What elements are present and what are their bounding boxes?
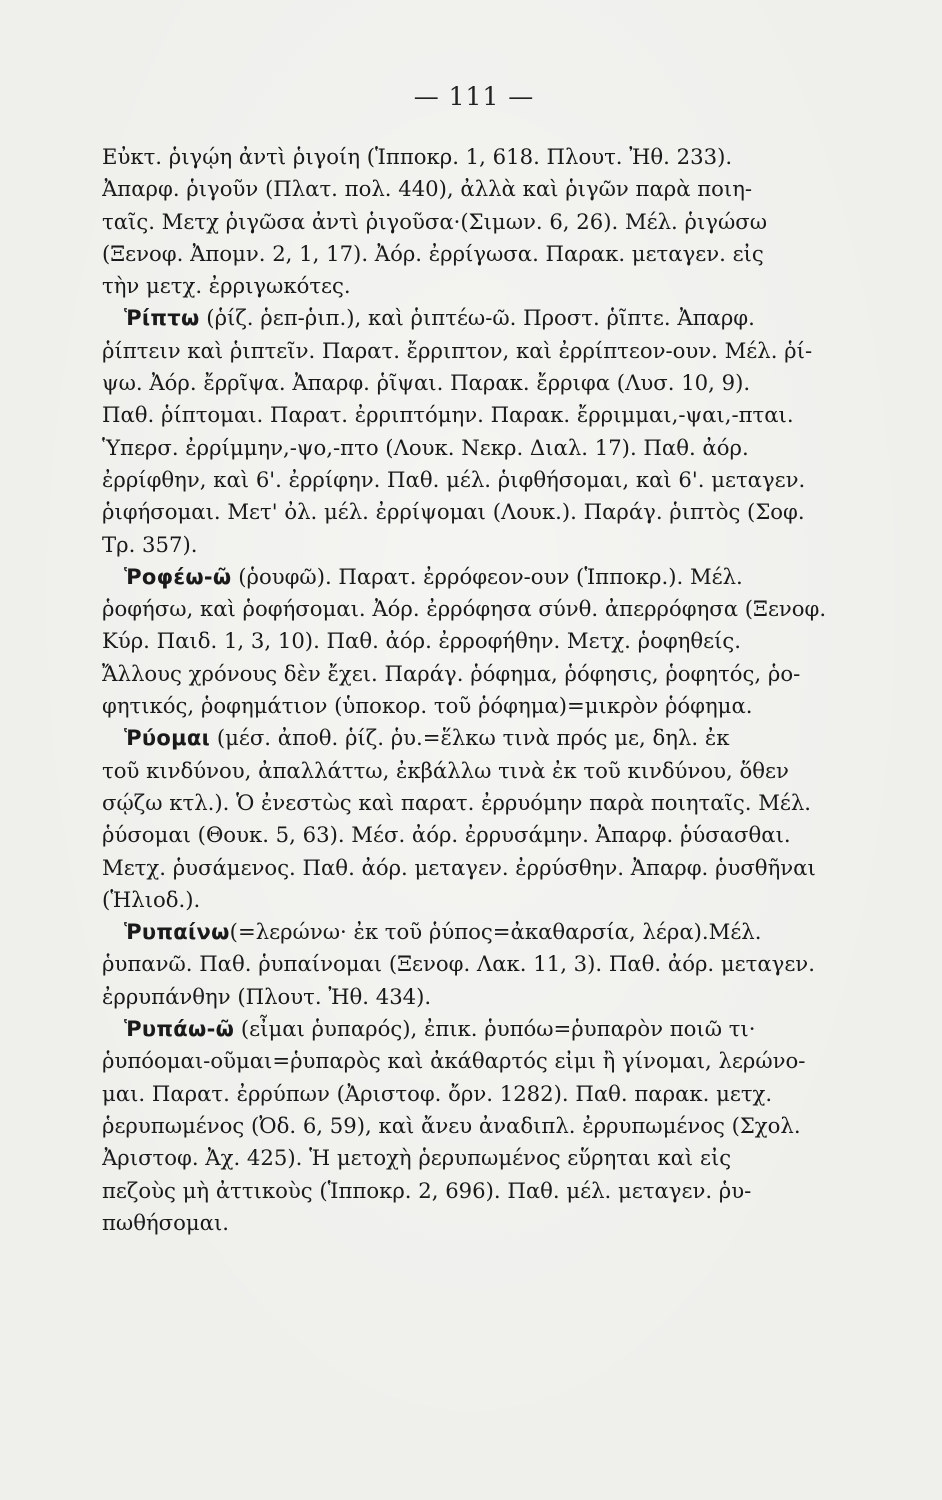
- text-line: ῥιφήσομαι. Μετ' ὀλ. μέλ. ἐρρίψομαι (Λουκ.). Παράγ. ῥιπτὸς (Σοφ.: [102, 499, 805, 525]
- text-line: πωθήσομαι.: [102, 1209, 229, 1235]
- text-line: (Ξενοφ. Ἀπομν. 2, 1, 17). Ἀόρ. ἐρρίγωσα. Παρακ. μεταγεν. εἰς: [102, 240, 764, 266]
- text-line: σῴζω κτλ.). Ὁ ἐνεστὼς καὶ παρατ. ἐρρυόμην παρὰ ποιηταῖς. Μέλ.: [102, 789, 812, 815]
- entry-ripto: [102, 302, 846, 560]
- text-line: Ἀριστοφ. Ἀχ. 425). Ἡ μετοχὴ ῥερυπωμένος εὕρηται καὶ εἰς: [102, 1145, 732, 1171]
- text-line: φητικός, ῥοφημάτιον (ὑποκορ. τοῦ ῥόφημα)=μικρὸν ῥόφημα.: [102, 693, 753, 719]
- text-line: Ἀπαρφ. ῥιγοῦν (Πλατ. πολ. 440), ἀλλὰ καὶ ῥιγῶν παρὰ ποιη-: [102, 176, 753, 202]
- text-line: (εἶμαι ῥυπαρός), ἐπικ. ῥυπόω=ῥυπαρὸν ποιῶ τι·: [234, 1016, 756, 1042]
- text-line: (ῥίζ. ῥεπ-ῥιπ.), καὶ ῥιπτέω-ῶ. Προστ. ῥῖπτε. Ἀπαρφ.: [199, 305, 755, 331]
- text-line: ῥυπανῶ. Παθ. ῥυπαίνομαι (Ξενοφ. Λακ. 11, 3). Παθ. ἀόρ. μεταγεν.: [102, 951, 815, 977]
- headword: Ῥυπάω-ῶ: [124, 1017, 235, 1042]
- headword: Ῥυπαίνω: [124, 920, 230, 945]
- text-line: ῥυπόομαι-οῦμαι=ῥυπαρὸς καὶ ἀκάθαρτός εἰμι ἢ γίνομαι, λερώνο-: [102, 1048, 806, 1074]
- headword: Ῥίπτω: [124, 306, 200, 331]
- text-line: ἐρρίφθην, καὶ 6'. ἐρρίφην. Παθ. μέλ. ῥιφθήσομαι, καὶ 6'. μεταγεν.: [102, 466, 806, 492]
- text-line: ῥοφήσω, καὶ ῥοφήσομαι. Ἀόρ. ἐρρόφησα σύνθ. ἀπερρόφησα (Ξενοφ.: [102, 596, 827, 622]
- text-line: ῥύσομαι (Θουκ. 5, 63). Μέσ. ἀόρ. ἐρρυσάμην. Ἀπαρφ. ῥύσασθαι.: [102, 822, 791, 848]
- dictionary-text: [102, 141, 846, 1239]
- entry-first-line: [102, 561, 846, 593]
- text-line: (=λερώνω· ἐκ τοῦ ῥύπος=ἀκαθαρσία, λέρα).Μέλ.: [229, 919, 762, 945]
- text-line: Ἄλλους χρόνους δὲν ἔχει. Παράγ. ῥόφημα, ῥόφησις, ῥοφητός, ῥο-: [102, 660, 801, 686]
- text-line: ἐρρυπάνθην (Πλουτ. Ἠθ. 434).: [102, 983, 432, 1009]
- text-line: πεζοὺς μὴ ἀττικοὺς (Ἱπποκρ. 2, 696). Παθ. μέλ. μεταγεν. ῥυ-: [102, 1177, 752, 1203]
- entry-rigoo-continued: [102, 141, 846, 302]
- text-line: Τρ. 357).: [102, 531, 198, 557]
- text-line: (ῥουφῶ). Παρατ. ἐρρόφεον-ουν (Ἱπποκρ.). Μέλ.: [231, 563, 743, 589]
- text-line: ταῖς. Μετχ ῥιγῶσα ἀντὶ ῥιγοῦσα·(Σιμων. 6, 26). Μέλ. ῥιγώσω: [102, 208, 767, 234]
- text-line: (μέσ. ἀποθ. ῥίζ. ῥυ.=ἕλκω τινὰ πρός με, δηλ. ἐκ: [210, 725, 730, 751]
- text-line: (Ἡλιοδ.).: [102, 886, 201, 912]
- text-line: Μετχ. ῥυσάμενος. Παθ. ἀόρ. μεταγεν. ἐρρύσθην. Ἀπαρφ. ῥυσθῆναι: [102, 854, 816, 880]
- text-line: τοῦ κινδύνου, ἀπαλλάττω, ἐκβάλλω τινὰ ἐκ τοῦ κινδύνου, ὅθεν: [102, 757, 789, 783]
- text-line: μαι. Παρατ. ἐρρύπων (Ἀριστοφ. ὄρν. 1282). Παθ. παρακ. μετχ.: [102, 1080, 773, 1106]
- entry-ryomai: [102, 722, 846, 916]
- entry-first-line: [102, 916, 846, 948]
- text-line: Ὑπερσ. ἐρρίμμην,-ψο,-πτο (Λουκ. Νεκρ. Διαλ. 17). Παθ. ἀόρ.: [102, 434, 749, 460]
- page-number: — 111 —: [413, 82, 535, 111]
- entry-first-line: [102, 1013, 846, 1045]
- text-line: Κύρ. Παιδ. 1, 3, 10). Παθ. ἀόρ. ἐρροφήθην. Μετχ. ῥοφηθείς.: [102, 628, 741, 654]
- text-line: ψω. Ἀόρ. ἔρρῖψα. Ἀπαρφ. ῥῖψαι. Παρακ. ἔρριφα (Λυσ. 10, 9).: [102, 370, 751, 396]
- headword: Ῥοφέω-ῶ: [124, 564, 232, 589]
- text-line: Παθ. ῥίπτομαι. Παρατ. ἐρριπτόμην. Παρακ. ἔρριμμαι,-ψαι,-πται.: [102, 402, 794, 428]
- entry-first-line: [102, 722, 846, 754]
- headword: Ῥύομαι: [124, 726, 211, 751]
- entry-first-line: [102, 302, 846, 334]
- entry-rypao: [102, 1013, 846, 1239]
- entry-rofeo: [102, 561, 846, 722]
- text-line: ῥίπτειν καὶ ῥιπτεῖν. Παρατ. ἔρριπτον, καὶ ἐρρίπτεον-ουν. Μέλ. ῥί-: [102, 337, 813, 363]
- text-line: ῥερυπωμένος (Ὀδ. 6, 59), καὶ ἄνευ ἀναδιπλ. ἐρρυπωμένος (Σχολ.: [102, 1112, 801, 1138]
- text-line: Εὐκτ. ῥιγῴη ἀντὶ ῥιγοίη (Ἱπποκρ. 1, 618. Πλουτ. Ἠθ. 233).: [102, 144, 733, 169]
- text-line: τὴν μετχ. ἐρριγωκότες.: [102, 273, 351, 299]
- entry-rypaino: [102, 916, 846, 1013]
